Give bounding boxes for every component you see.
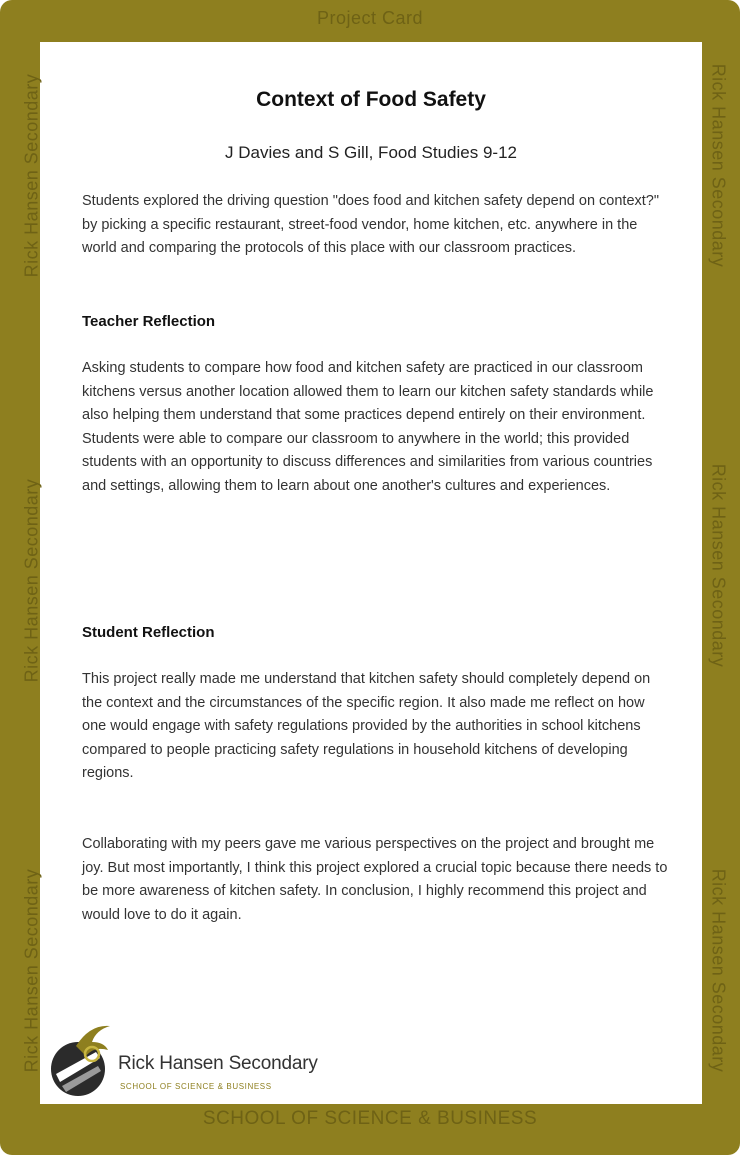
border-right-label-1: Rick Hansen Secondary xyxy=(708,63,729,268)
border-left-label-3: Rick Hansen Secondary xyxy=(21,868,42,1073)
border-left-label-2: Rick Hansen Secondary xyxy=(21,478,42,683)
border-top-label: Project Card xyxy=(316,8,424,28)
school-crest-icon xyxy=(46,1016,121,1098)
student-reflection-text-1: This project really made me understand that kitchen safety should completely depend on the context and the circumstances of the specific region. It also made me reflect on how one would engage with safety regulations provided by the authorities in school kitchens compared to people practicing safety regulations in household kitchens of developing regions. xyxy=(82,671,651,781)
border-right-label-3: Rick Hansen Secondary xyxy=(708,868,729,1073)
school-logo-tagline: SCHOOL OF SCIENCE & BUSINESS xyxy=(120,1082,272,1091)
card-title: Context of Food Safety xyxy=(256,88,486,111)
intro-paragraph: Students explored the driving question "does food and kitchen safety depend on context?" by picking a specific restaurant, street-food vendor, home kitchen, etc. anywhere in the world and comparing the protocols of this place with our classroom practices. xyxy=(82,193,659,256)
border-bottom-label: SCHOOL OF SCIENCE & BUSINESS xyxy=(202,1108,538,1129)
student-reflection-text-2: Collaborating with my peers gave me various perspectives on the project and brought me joy. But most importantly, I think this project explored a crucial topic because there needs to be more awareness of kitchen safety. In conclusion, I highly recommend this project and would love to do it again. xyxy=(82,836,668,923)
teacher-reflection-heading: Teacher Reflection xyxy=(82,313,216,330)
card-authors: J Davies and S Gill, Food Studies 9-12 xyxy=(225,143,517,162)
student-reflection-heading: Student Reflection xyxy=(82,624,215,641)
teacher-reflection-text: Asking students to compare how food and kitchen safety are practiced in our classroom kitchens versus another location allowed them to learn our kitchen safety standards while also helping them understand that some practices depend entirely on their environment. Students were able to compare our classroom to anywhere in the world; this provided students with an opportunity to discuss differences and similarities from various countries and settings, allowing them to learn about one another's cultures and experiences. xyxy=(82,360,654,494)
school-logo-name: Rick Hansen Secondary xyxy=(118,1053,318,1074)
border-left-label-1: Rick Hansen Secondary xyxy=(21,73,42,278)
border-right-label-2: Rick Hansen Secondary xyxy=(708,463,729,668)
